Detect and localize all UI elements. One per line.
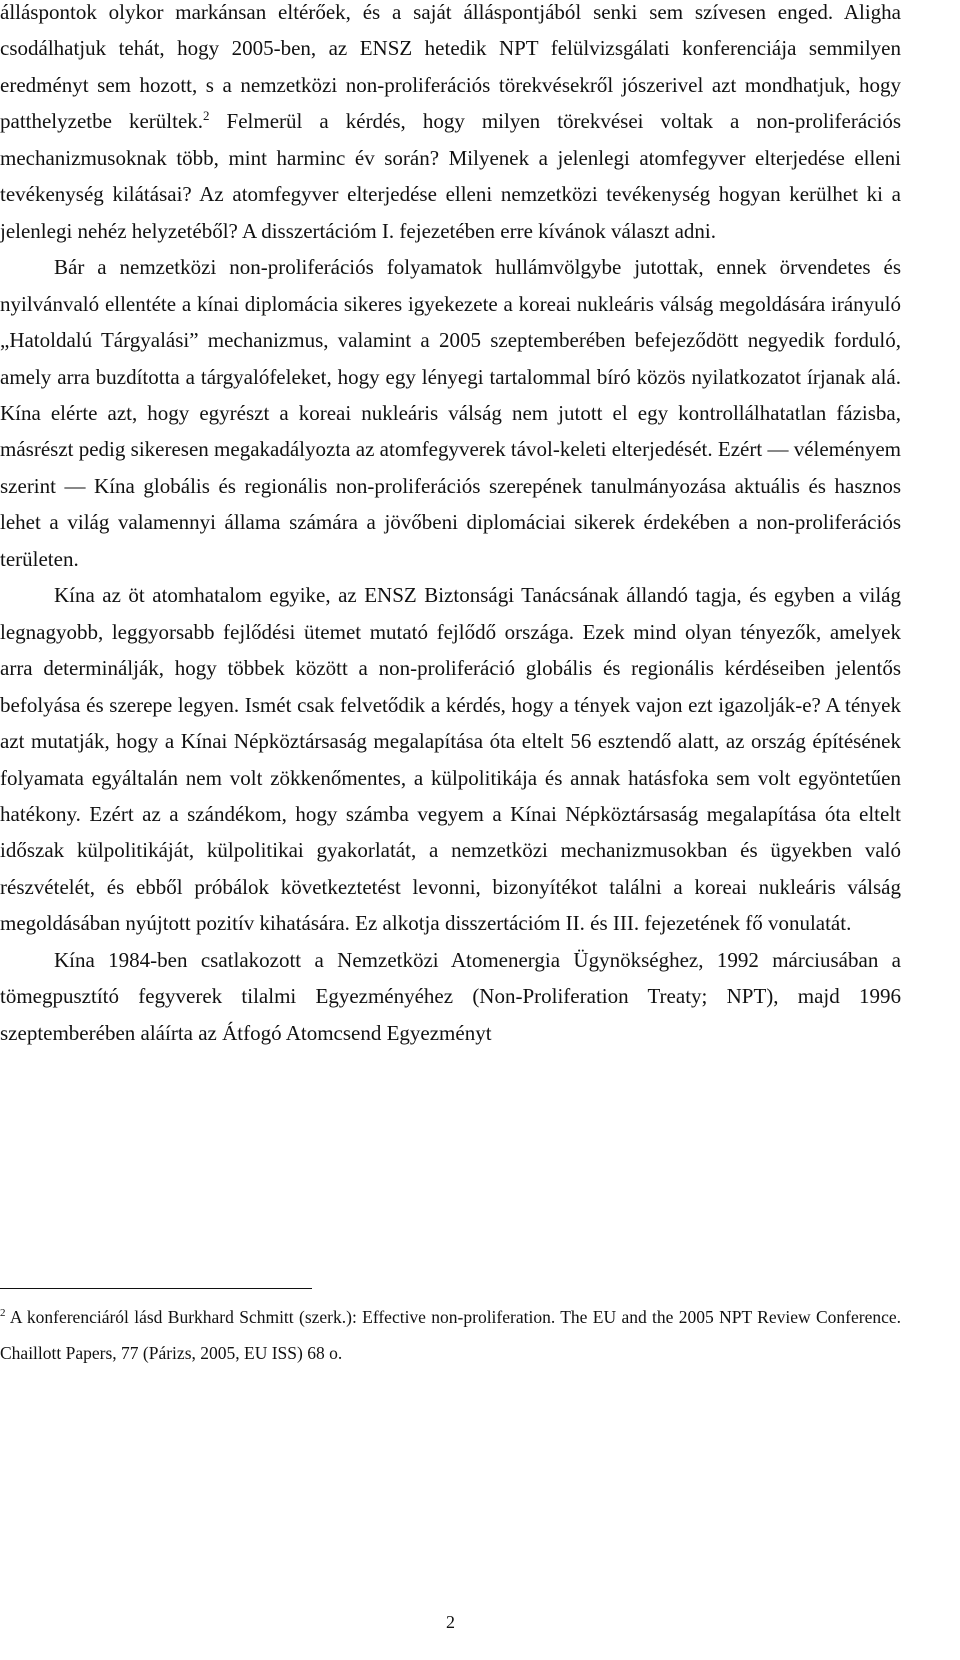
footnote-mark: 2: [0, 1307, 6, 1320]
page-number: 2: [446, 1612, 455, 1632]
paragraph-3: Kína az öt atomhatalom egyike, az ENSZ Biztonsági Tanácsának állandó tagja, és egyben a világ legnagyobb, leggyorsabb fejlődési ütemet mutató fejlődő országa. Ezek mind olyan tényezők, amelyek arra determinálják, hogy többek között a non-proliferáció globális és regionális kérdéseiben jelentős befolyása és szerepe legyen. Ismét csak felvetődik a kérdés, hogy a tények vajon ezt igazolják-e? A tények azt mutatják, hogy a Kínai Népköztársaság megalapítása óta eltelt 56 esztendő alatt, az ország építésének folyamata egyáltalán nem volt zökkenőmentes, a külpolitikája és annak hatásfoka sem volt egyöntetűen hatékony. Ezért az a szándékom, hogy számba vegyem a Kínai Népköztársaság megalapítása óta eltelt időszak külpolitikáját, külpolitikai gyakorlatát, a nemzetközi mechanizmusokban és ügyekben való részvételét, és ebből próbálok következtetést levonni, bizonyítékot találni a koreai nukleáris válság megoldásában nyújtott pozitív kihatására. Ez alkotja disszertációm II. és III. fejezetének fő vonulatát.: [0, 583, 901, 936]
paragraph-1-text-a: álláspontok olykor markánsan eltérőek, és a saját álláspontjából senki sem szívesen enged. Aligha csodálhatjuk tehát, hogy 2005-ben, az ENSZ hetedik NPT felülvizsgálati konferenciája semmilyen eredményt sem hozott, s a nemzetközi non-proliferációs törekvésekről jószerivel azt mondhatjuk, hogy patthelyzetbe kerültek.: [0, 0, 901, 134]
paragraph-2: Bár a nemzetközi non-proliferációs folyamatok hullámvölgybe jutottak, ennek örvendetes és nyilvánvaló ellentéte a kínai diplomácia sikeres igyekezete a koreai nukleáris válság megoldására irányuló „Hatoldalú Tárgyalási” mechanizmus, valamint a 2005 szeptemberében befejeződött negyedik forduló, amely arra buzdította a tárgyalófeleket, hogy egy lényegi tartalommal bíró közös nyilatkozatot írjanak alá. Kína elérte azt, hogy egyrészt a koreai nukleáris válság nem jutott el egy kontrollálhatatlan fázisba, másrészt pedig sikeresen megakadályozta az atomfegyverek távol-keleti elterjedését. Ezért — véleményem szerint — Kína globális és regionális non-proliferációs szerepének tanulmányozása aktuális és hasznos lehet a világ valamennyi állama számára a jövőbeni diplomáciai sikerek érdekében a non-proliferációs területen.: [0, 255, 901, 571]
footnote-text: A konferenciáról lásd Burkhard Schmitt (szerk.): Effective non-proliferation. The EU and the 2005 NPT Review Conference. Chaillott Papers, 77 (Párizs, 2005, EU ISS) 68 o.: [0, 1307, 901, 1363]
footnote-reference[interactable]: 2: [203, 108, 210, 124]
paragraph-4: Kína 1984-ben csatlakozott a Nemzetközi Atomenergia Ügynökséghez, 1992 márciusában a tömegpusztító fegyverek tilalmi Egyezményéhez (Non-Proliferation Treaty; NPT), majd 1996 szeptemberében aláírta az Átfogó Atomcsend Egyezményt: [0, 947, 901, 1045]
paragraph-1: [0, 0, 901, 249]
footnote: [0, 1299, 901, 1371]
footnote-divider: [0, 1288, 312, 1289]
paragraph-1-text-b: Felmerül a kérdés, hogy milyen törekvései voltak a non-proliferációs mechanizmusoknak több, mint harminc év során? Milyenek a jelenlegi atomfegyver elterjedése elleni tevékenység kilátásai? Az atomfegyver elterjedése elleni nemzetközi tevékenység hogyan kerülhet ki a jelenlegi nehéz helyzetéből? A disszertációm I. fejezetében erre kívánok választ adni.: [0, 109, 901, 243]
